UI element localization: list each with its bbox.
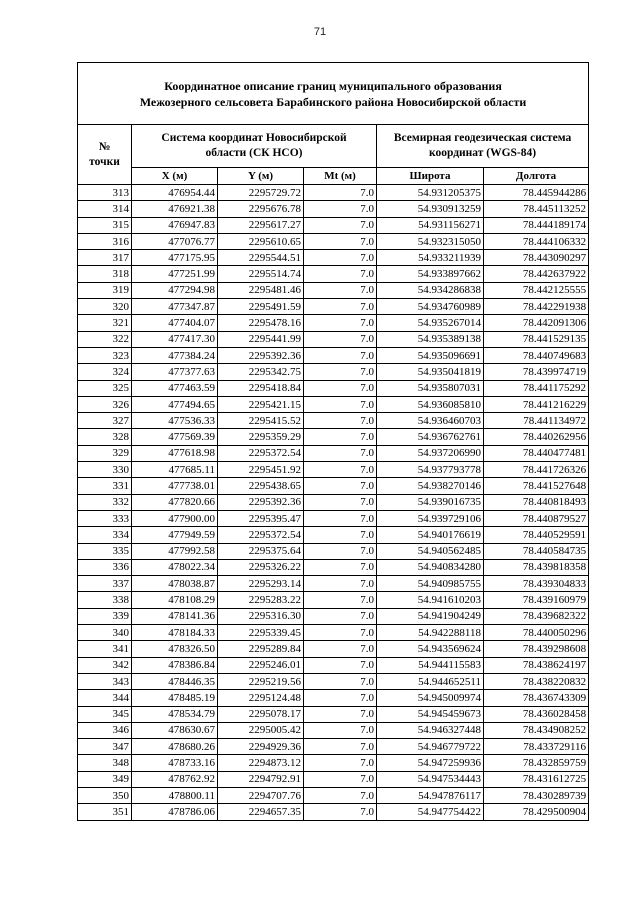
point-number-cell: 313 — [78, 185, 132, 201]
x-cell: 477820.66 — [132, 494, 218, 510]
x-cell: 476954.44 — [132, 185, 218, 201]
table-row — [78, 706, 589, 722]
point-number-cell: 349 — [78, 771, 132, 787]
latitude-cell: 54.931205375 — [377, 185, 484, 201]
mt-cell: 7.0 — [304, 755, 377, 771]
mt-cell: 7.0 — [304, 625, 377, 641]
x-cell: 477377.63 — [132, 364, 218, 380]
y-cell: 2294707.76 — [218, 787, 304, 803]
header-system-nso-line-2: области (СК НСО) — [205, 147, 303, 159]
table-body — [78, 185, 589, 821]
x-cell: 478038.87 — [132, 576, 218, 592]
x-cell: 478485.19 — [132, 690, 218, 706]
x-cell: 477463.59 — [132, 380, 218, 396]
table-row — [78, 559, 589, 575]
latitude-cell: 54.945459673 — [377, 706, 484, 722]
table-row — [78, 429, 589, 445]
longitude-cell: 78.440749683 — [484, 347, 589, 363]
header-system-nso — [132, 125, 377, 168]
table-row — [78, 380, 589, 396]
mt-cell: 7.0 — [304, 608, 377, 624]
longitude-cell: 78.440050296 — [484, 625, 589, 641]
longitude-cell: 78.438220832 — [484, 673, 589, 689]
page-number: 71 — [313, 26, 327, 38]
y-cell: 2295005.42 — [218, 722, 304, 738]
table-row — [78, 608, 589, 624]
table-row — [78, 462, 589, 478]
longitude-cell: 78.444189174 — [484, 217, 589, 233]
longitude-cell: 78.442125555 — [484, 282, 589, 298]
latitude-cell: 54.936460703 — [377, 413, 484, 429]
latitude-cell: 54.938270146 — [377, 478, 484, 494]
mt-cell: 7.0 — [304, 494, 377, 510]
longitude-cell: 78.440818493 — [484, 494, 589, 510]
y-cell: 2295514.74 — [218, 266, 304, 282]
longitude-cell: 78.441527648 — [484, 478, 589, 494]
point-number-cell: 332 — [78, 494, 132, 510]
point-number-cell: 350 — [78, 787, 132, 803]
header-mt: Mt (м) — [304, 168, 377, 185]
mt-cell: 7.0 — [304, 331, 377, 347]
longitude-cell: 78.444106332 — [484, 233, 589, 249]
header-point-number — [78, 125, 132, 185]
table-row — [78, 364, 589, 380]
latitude-cell: 54.930913259 — [377, 201, 484, 217]
longitude-cell: 78.434908252 — [484, 722, 589, 738]
point-number-cell: 322 — [78, 331, 132, 347]
longitude-cell: 78.436028458 — [484, 706, 589, 722]
mt-cell: 7.0 — [304, 413, 377, 429]
point-number-cell: 348 — [78, 755, 132, 771]
mt-cell: 7.0 — [304, 787, 377, 803]
latitude-cell: 54.935389138 — [377, 331, 484, 347]
x-cell: 477404.07 — [132, 315, 218, 331]
mt-cell: 7.0 — [304, 706, 377, 722]
header-point-number-symbol: № — [98, 140, 111, 153]
mt-cell: 7.0 — [304, 657, 377, 673]
y-cell: 2295451.92 — [218, 462, 304, 478]
table-title — [78, 63, 589, 125]
table-row — [78, 527, 589, 543]
longitude-cell: 78.438624197 — [484, 657, 589, 673]
table-row — [78, 266, 589, 282]
point-number-cell: 324 — [78, 364, 132, 380]
mt-cell: 7.0 — [304, 201, 377, 217]
mt-cell: 7.0 — [304, 576, 377, 592]
longitude-cell: 78.439974719 — [484, 364, 589, 380]
latitude-cell: 54.945009974 — [377, 690, 484, 706]
longitude-cell: 78.441726326 — [484, 462, 589, 478]
x-cell: 477076.77 — [132, 233, 218, 249]
x-cell: 477900.00 — [132, 510, 218, 526]
latitude-cell: 54.934286838 — [377, 282, 484, 298]
latitude-cell: 54.943569624 — [377, 641, 484, 657]
x-cell: 477992.58 — [132, 543, 218, 559]
y-cell: 2294929.36 — [218, 739, 304, 755]
x-cell: 478108.29 — [132, 592, 218, 608]
table-row — [78, 250, 589, 266]
x-cell: 477618.98 — [132, 445, 218, 461]
mt-cell: 7.0 — [304, 559, 377, 575]
x-cell: 478446.35 — [132, 673, 218, 689]
y-cell: 2294873.12 — [218, 755, 304, 771]
point-number-cell: 336 — [78, 559, 132, 575]
table-row — [78, 739, 589, 755]
mt-cell: 7.0 — [304, 250, 377, 266]
longitude-cell: 78.441134972 — [484, 413, 589, 429]
x-cell: 478022.34 — [132, 559, 218, 575]
latitude-cell: 54.934760989 — [377, 299, 484, 315]
latitude-cell: 54.941904249 — [377, 608, 484, 624]
y-cell: 2295372.54 — [218, 527, 304, 543]
y-cell: 2295283.22 — [218, 592, 304, 608]
longitude-cell: 78.441175292 — [484, 380, 589, 396]
latitude-cell: 54.936085810 — [377, 396, 484, 412]
y-cell: 2295544.51 — [218, 250, 304, 266]
latitude-cell: 54.944652511 — [377, 673, 484, 689]
longitude-cell: 78.440262956 — [484, 429, 589, 445]
table-row — [78, 413, 589, 429]
header-point-number-label: точки — [89, 155, 120, 168]
x-cell: 478800.11 — [132, 787, 218, 803]
y-cell: 2295124.48 — [218, 690, 304, 706]
point-number-cell: 341 — [78, 641, 132, 657]
table-row — [78, 331, 589, 347]
mt-cell: 7.0 — [304, 217, 377, 233]
point-number-cell: 315 — [78, 217, 132, 233]
table-row — [78, 217, 589, 233]
table-row — [78, 592, 589, 608]
latitude-cell: 54.940176619 — [377, 527, 484, 543]
table-row — [78, 690, 589, 706]
point-number-cell: 339 — [78, 608, 132, 624]
header-x: X (м) — [132, 168, 218, 185]
longitude-cell: 78.439682322 — [484, 608, 589, 624]
point-number-cell: 326 — [78, 396, 132, 412]
x-cell: 477536.33 — [132, 413, 218, 429]
y-cell: 2295418.84 — [218, 380, 304, 396]
y-cell: 2295610.65 — [218, 233, 304, 249]
point-number-cell: 337 — [78, 576, 132, 592]
table-row — [78, 755, 589, 771]
longitude-cell: 78.439298608 — [484, 641, 589, 657]
table-row — [78, 445, 589, 461]
longitude-cell: 78.439304833 — [484, 576, 589, 592]
table-row — [78, 625, 589, 641]
mt-cell: 7.0 — [304, 462, 377, 478]
mt-cell: 7.0 — [304, 185, 377, 201]
x-cell: 477685.11 — [132, 462, 218, 478]
x-cell: 477738.01 — [132, 478, 218, 494]
longitude-cell: 78.439818358 — [484, 559, 589, 575]
latitude-cell: 54.935807031 — [377, 380, 484, 396]
table-row — [78, 576, 589, 592]
y-cell: 2295481.46 — [218, 282, 304, 298]
latitude-cell: 54.947534443 — [377, 771, 484, 787]
mt-cell: 7.0 — [304, 233, 377, 249]
y-cell: 2295326.22 — [218, 559, 304, 575]
y-cell: 2295395.47 — [218, 510, 304, 526]
latitude-cell: 54.937793778 — [377, 462, 484, 478]
y-cell: 2295438.65 — [218, 478, 304, 494]
latitude-cell: 54.937206990 — [377, 445, 484, 461]
y-cell: 2295316.30 — [218, 608, 304, 624]
latitude-cell: 54.933897662 — [377, 266, 484, 282]
x-cell: 478141.36 — [132, 608, 218, 624]
latitude-cell: 54.940834280 — [377, 559, 484, 575]
longitude-cell: 78.442637922 — [484, 266, 589, 282]
longitude-cell: 78.440477481 — [484, 445, 589, 461]
point-number-cell: 320 — [78, 299, 132, 315]
point-number-cell: 325 — [78, 380, 132, 396]
y-cell: 2295478.16 — [218, 315, 304, 331]
x-cell: 477294.98 — [132, 282, 218, 298]
table-row — [78, 396, 589, 412]
table-row — [78, 787, 589, 803]
latitude-cell: 54.932315050 — [377, 233, 484, 249]
latitude-cell: 54.933211939 — [377, 250, 484, 266]
latitude-cell: 54.939016735 — [377, 494, 484, 510]
mt-cell: 7.0 — [304, 592, 377, 608]
point-number-cell: 342 — [78, 657, 132, 673]
x-cell: 478534.79 — [132, 706, 218, 722]
point-number-cell: 347 — [78, 739, 132, 755]
x-cell: 477175.95 — [132, 250, 218, 266]
point-number-cell: 330 — [78, 462, 132, 478]
header-system-wgs — [377, 125, 589, 168]
header-system-wgs-line-2: координат (WGS-84) — [428, 147, 537, 159]
point-number-cell: 331 — [78, 478, 132, 494]
table-row — [78, 804, 589, 820]
table-row — [78, 315, 589, 331]
mt-cell: 7.0 — [304, 722, 377, 738]
y-cell: 2295676.78 — [218, 201, 304, 217]
latitude-cell: 54.947876117 — [377, 787, 484, 803]
latitude-cell: 54.942288118 — [377, 625, 484, 641]
mt-cell: 7.0 — [304, 641, 377, 657]
longitude-cell: 78.433729116 — [484, 739, 589, 755]
y-cell: 2295078.17 — [218, 706, 304, 722]
x-cell: 477494.65 — [132, 396, 218, 412]
x-cell: 477251.99 — [132, 266, 218, 282]
latitude-cell: 54.935267014 — [377, 315, 484, 331]
longitude-cell: 78.442091306 — [484, 315, 589, 331]
point-number-cell: 333 — [78, 510, 132, 526]
table-row — [78, 185, 589, 201]
longitude-cell: 78.429500904 — [484, 804, 589, 820]
x-cell: 478184.33 — [132, 625, 218, 641]
header-system-nso-line-1: Система координат Новосибирской — [161, 132, 347, 144]
point-number-cell: 344 — [78, 690, 132, 706]
y-cell: 2295293.14 — [218, 576, 304, 592]
x-cell: 478386.84 — [132, 657, 218, 673]
point-number-cell: 327 — [78, 413, 132, 429]
mt-cell: 7.0 — [304, 510, 377, 526]
point-number-cell: 317 — [78, 250, 132, 266]
longitude-cell: 78.445113252 — [484, 201, 589, 217]
table-row — [78, 299, 589, 315]
y-cell: 2295246.01 — [218, 657, 304, 673]
y-cell: 2295339.45 — [218, 625, 304, 641]
table-row — [78, 722, 589, 738]
latitude-cell: 54.944115583 — [377, 657, 484, 673]
x-cell: 476947.83 — [132, 217, 218, 233]
table-row — [78, 282, 589, 298]
table-row — [78, 543, 589, 559]
mt-cell: 7.0 — [304, 739, 377, 755]
mt-cell: 7.0 — [304, 771, 377, 787]
point-number-cell: 340 — [78, 625, 132, 641]
y-cell: 2295415.52 — [218, 413, 304, 429]
longitude-cell: 78.442291938 — [484, 299, 589, 315]
table-row — [78, 641, 589, 657]
mt-cell: 7.0 — [304, 478, 377, 494]
table-row — [78, 201, 589, 217]
x-cell: 478630.67 — [132, 722, 218, 738]
x-cell: 478680.26 — [132, 739, 218, 755]
table-row — [78, 494, 589, 510]
mt-cell: 7.0 — [304, 347, 377, 363]
latitude-cell: 54.936762761 — [377, 429, 484, 445]
x-cell: 477384.24 — [132, 347, 218, 363]
longitude-cell: 78.430289739 — [484, 787, 589, 803]
y-cell: 2295392.36 — [218, 347, 304, 363]
y-cell: 2295359.29 — [218, 429, 304, 445]
point-number-cell: 321 — [78, 315, 132, 331]
mt-cell: 7.0 — [304, 364, 377, 380]
y-cell: 2295372.54 — [218, 445, 304, 461]
table-row — [78, 347, 589, 363]
y-cell: 2295729.72 — [218, 185, 304, 201]
x-cell: 477569.39 — [132, 429, 218, 445]
x-cell: 476921.38 — [132, 201, 218, 217]
table-row — [78, 657, 589, 673]
mt-cell: 7.0 — [304, 299, 377, 315]
point-number-cell: 351 — [78, 804, 132, 820]
longitude-cell: 78.436743309 — [484, 690, 589, 706]
mt-cell: 7.0 — [304, 690, 377, 706]
x-cell: 477347.87 — [132, 299, 218, 315]
longitude-cell: 78.441529135 — [484, 331, 589, 347]
mt-cell: 7.0 — [304, 315, 377, 331]
latitude-cell: 54.941610203 — [377, 592, 484, 608]
table-row — [78, 771, 589, 787]
y-cell: 2295421.15 — [218, 396, 304, 412]
point-number-cell: 318 — [78, 266, 132, 282]
x-cell: 478786.06 — [132, 804, 218, 820]
longitude-cell: 78.432859759 — [484, 755, 589, 771]
table-row — [78, 673, 589, 689]
point-number-cell: 346 — [78, 722, 132, 738]
y-cell: 2295289.84 — [218, 641, 304, 657]
latitude-cell: 54.931156271 — [377, 217, 484, 233]
longitude-cell: 78.440879527 — [484, 510, 589, 526]
latitude-cell: 54.935041819 — [377, 364, 484, 380]
latitude-cell: 54.940562485 — [377, 543, 484, 559]
header-system-wgs-line-1: Всемирная геодезическая система — [393, 132, 572, 144]
y-cell: 2295375.64 — [218, 543, 304, 559]
title-line-1: Координатное описание границ муниципального образования — [164, 78, 502, 93]
longitude-cell: 78.440584735 — [484, 543, 589, 559]
y-cell: 2295342.75 — [218, 364, 304, 380]
mt-cell: 7.0 — [304, 266, 377, 282]
x-cell: 477417.30 — [132, 331, 218, 347]
y-cell: 2295441.99 — [218, 331, 304, 347]
x-cell: 478762.92 — [132, 771, 218, 787]
latitude-cell: 54.935096691 — [377, 347, 484, 363]
longitude-cell: 78.445944286 — [484, 185, 589, 201]
mt-cell: 7.0 — [304, 804, 377, 820]
latitude-cell: 54.947754422 — [377, 804, 484, 820]
longitude-cell: 78.431612725 — [484, 771, 589, 787]
longitude-cell: 78.443090297 — [484, 250, 589, 266]
longitude-cell: 78.441216229 — [484, 396, 589, 412]
table-row — [78, 510, 589, 526]
coordinates-table — [77, 62, 589, 821]
y-cell: 2294657.35 — [218, 804, 304, 820]
longitude-cell: 78.439160979 — [484, 592, 589, 608]
title-line-2: Межозерного сельсовета Барабинского района Новосибирской области — [139, 94, 527, 109]
mt-cell: 7.0 — [304, 380, 377, 396]
mt-cell: 7.0 — [304, 543, 377, 559]
x-cell: 478733.16 — [132, 755, 218, 771]
point-number-cell: 328 — [78, 429, 132, 445]
mt-cell: 7.0 — [304, 527, 377, 543]
x-cell: 478326.50 — [132, 641, 218, 657]
point-number-cell: 338 — [78, 592, 132, 608]
point-number-cell: 343 — [78, 673, 132, 689]
longitude-cell: 78.440529591 — [484, 527, 589, 543]
mt-cell: 7.0 — [304, 673, 377, 689]
latitude-cell: 54.946327448 — [377, 722, 484, 738]
header-latitude: Широта — [377, 168, 484, 185]
latitude-cell: 54.947259936 — [377, 755, 484, 771]
latitude-cell: 54.946779722 — [377, 739, 484, 755]
point-number-cell: 334 — [78, 527, 132, 543]
mt-cell: 7.0 — [304, 429, 377, 445]
mt-cell: 7.0 — [304, 445, 377, 461]
y-cell: 2294792.91 — [218, 771, 304, 787]
point-number-cell: 314 — [78, 201, 132, 217]
mt-cell: 7.0 — [304, 282, 377, 298]
mt-cell: 7.0 — [304, 396, 377, 412]
latitude-cell: 54.940985755 — [377, 576, 484, 592]
point-number-cell: 329 — [78, 445, 132, 461]
point-number-cell: 335 — [78, 543, 132, 559]
point-number-cell: 323 — [78, 347, 132, 363]
x-cell: 477949.59 — [132, 527, 218, 543]
y-cell: 2295617.27 — [218, 217, 304, 233]
y-cell: 2295491.59 — [218, 299, 304, 315]
latitude-cell: 54.939729106 — [377, 510, 484, 526]
point-number-cell: 345 — [78, 706, 132, 722]
table-row — [78, 233, 589, 249]
table-row — [78, 478, 589, 494]
point-number-cell: 316 — [78, 233, 132, 249]
header-y: Y (м) — [218, 168, 304, 185]
header-longitude: Долгота — [484, 168, 589, 185]
point-number-cell: 319 — [78, 282, 132, 298]
y-cell: 2295219.56 — [218, 673, 304, 689]
y-cell: 2295392.36 — [218, 494, 304, 510]
